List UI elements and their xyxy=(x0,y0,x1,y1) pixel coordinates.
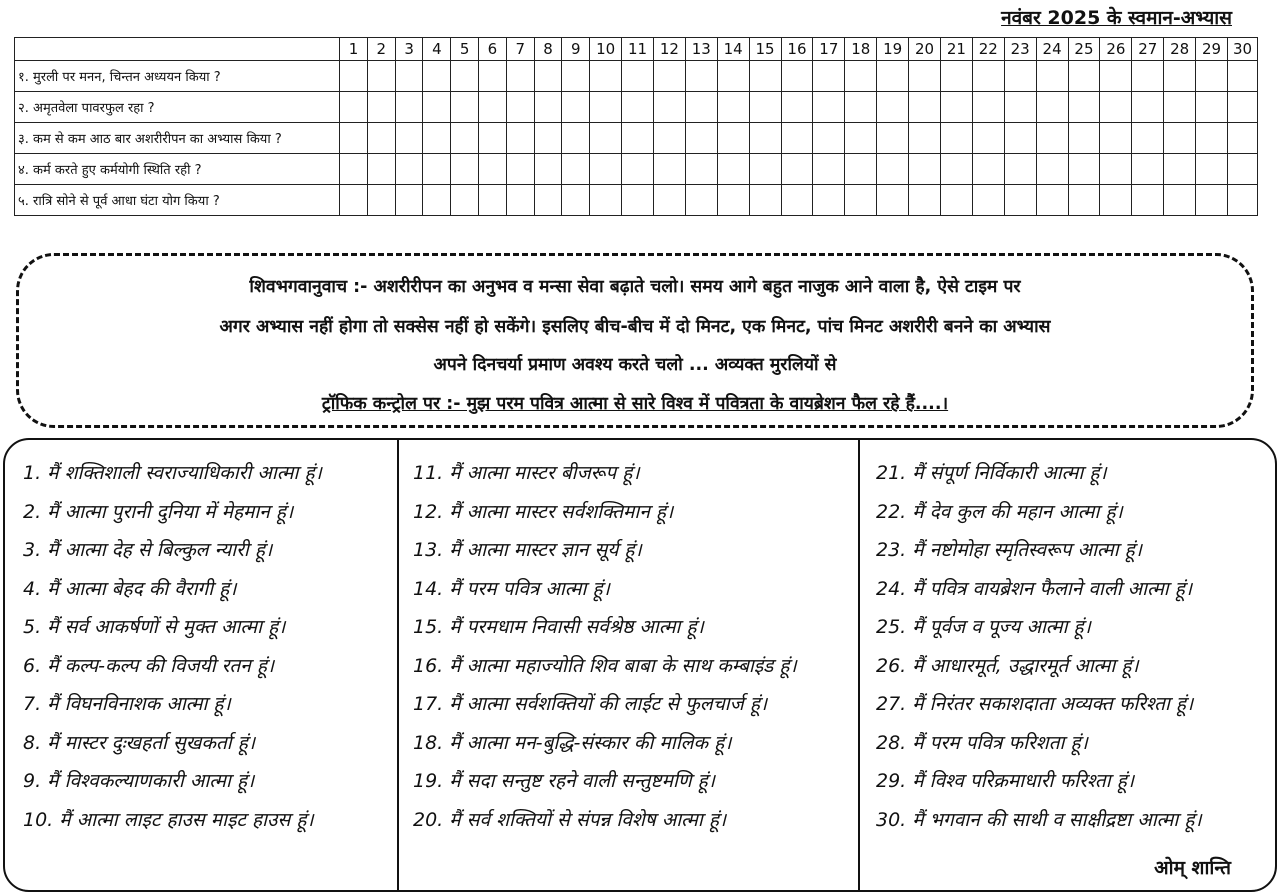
day-check-cell[interactable] xyxy=(877,92,909,123)
day-check-cell[interactable] xyxy=(590,154,622,185)
shiv-bhagwanuvach-quote-box xyxy=(16,253,1254,428)
day-check-cell[interactable] xyxy=(972,154,1004,185)
day-check-cell[interactable] xyxy=(685,123,717,154)
day-header: 14 xyxy=(717,38,749,61)
day-check-cell[interactable] xyxy=(1132,61,1164,92)
page-title: नवंबर 2025 के स्वमान-अभ्यास xyxy=(1001,7,1232,29)
day-check-cell[interactable] xyxy=(685,185,717,216)
day-check-cell[interactable] xyxy=(717,92,749,123)
affirmation-item: 2. मैं आत्मा पुरानी दुनिया में मेहमान हूं। xyxy=(23,500,294,523)
day-check-cell[interactable] xyxy=(1100,92,1132,123)
day-check-cell[interactable] xyxy=(972,92,1004,123)
affirmation-item: 9. मैं विश्वकल्याणकारी आत्मा हूं। xyxy=(23,770,255,792)
day-check-cell[interactable] xyxy=(1196,61,1228,92)
day-check-cell[interactable] xyxy=(685,61,717,92)
affirmation-item: 21. मैं संपूर्ण निर्विकारी आत्मा हूं। xyxy=(876,462,1107,484)
day-check-cell[interactable] xyxy=(877,123,909,154)
day-check-cell[interactable] xyxy=(845,61,877,92)
day-check-cell[interactable] xyxy=(622,154,654,185)
day-check-cell[interactable] xyxy=(1068,61,1100,92)
day-check-cell[interactable] xyxy=(451,185,479,216)
day-check-cell[interactable] xyxy=(781,123,813,154)
day-check-cell[interactable] xyxy=(717,185,749,216)
day-header: 15 xyxy=(749,38,781,61)
day-check-cell[interactable] xyxy=(562,92,590,123)
day-check-cell[interactable] xyxy=(423,185,451,216)
day-check-cell[interactable] xyxy=(1004,61,1036,92)
day-check-cell[interactable] xyxy=(1164,185,1196,216)
day-check-cell[interactable] xyxy=(423,154,451,185)
day-check-cell[interactable] xyxy=(1068,185,1100,216)
affirmation-item: 30. मैं भगवान की साथी व साक्षीद्रष्टा आत्मा हूं। xyxy=(876,808,1202,831)
day-check-cell[interactable] xyxy=(534,123,562,154)
affirmation-item: 29. मैं विश्व परिक्रमाधारी फरिश्ता हूं। xyxy=(876,770,1135,792)
day-check-cell[interactable] xyxy=(940,61,972,92)
affirmation-item: 5. मैं सर्व आकर्षणों से मुक्त आत्मा हूं। xyxy=(23,616,286,638)
day-header: 1 xyxy=(340,38,368,61)
day-header: 19 xyxy=(877,38,909,61)
tracker-row xyxy=(15,185,1258,216)
day-check-cell[interactable] xyxy=(1004,154,1036,185)
day-header: 12 xyxy=(653,38,685,61)
day-check-cell[interactable] xyxy=(590,92,622,123)
affirmation-item: 22. मैं देव कुल की महान आत्मा हूं। xyxy=(876,500,1123,523)
affirmation-item: 3. मैं आत्मा देह से बिल्कुल न्यारी हूं। xyxy=(23,539,273,561)
tracker-row xyxy=(15,92,1258,123)
day-check-cell[interactable] xyxy=(562,61,590,92)
tracker-header-blank xyxy=(15,38,340,61)
affirmation-item: 24. मैं पवित्र वायब्रेशन फैलाने वाली आत्मा हूं। xyxy=(876,577,1193,600)
affirmation-item: 23. मैं नष्टोमोहा स्मृतिस्वरूप आत्मा हूं। xyxy=(876,539,1142,561)
day-header: 23 xyxy=(1004,38,1036,61)
tracker-header-row xyxy=(15,38,1258,61)
day-check-cell[interactable] xyxy=(1196,92,1228,123)
affirmation-item: 4. मैं आत्मा बेहद की वैरागी हूं। xyxy=(23,577,237,600)
affirmation-item: 20. मैं सर्व शक्तियों से संपन्न विशेष आत्मा हूं। xyxy=(413,808,727,831)
day-check-cell[interactable] xyxy=(395,61,423,92)
affirmation-item: 16. मैं आत्मा महाज्योति शिव बाबा के साथ कम्बाइंड हूं। xyxy=(413,654,797,677)
tracker-row xyxy=(15,154,1258,185)
affirmations-column-2 xyxy=(399,440,860,890)
day-header: 4 xyxy=(423,38,451,61)
day-check-cell[interactable] xyxy=(1004,123,1036,154)
day-check-cell[interactable] xyxy=(749,61,781,92)
day-check-cell[interactable] xyxy=(367,61,395,92)
day-check-cell[interactable] xyxy=(972,61,1004,92)
affirmation-item: 6. मैं कल्प-कल्प की विजयी रतन हूं। xyxy=(23,654,275,677)
affirmation-item: 26. मैं आधारमूर्त, उद्धारमूर्त आत्मा हूं। xyxy=(876,654,1139,677)
day-header: 8 xyxy=(534,38,562,61)
question-label: ५. रात्रि सोने से पूर्व आधा घंटा योग किया ? xyxy=(15,185,340,216)
affirmation-item: 18. मैं आत्मा मन-बुद्धि-संस्कार की मालिक हूं। xyxy=(413,731,732,754)
day-check-cell[interactable] xyxy=(781,61,813,92)
day-check-cell[interactable] xyxy=(653,154,685,185)
day-check-cell[interactable] xyxy=(590,185,622,216)
day-check-cell[interactable] xyxy=(940,92,972,123)
day-header: 25 xyxy=(1068,38,1100,61)
day-check-cell[interactable] xyxy=(622,92,654,123)
day-check-cell[interactable] xyxy=(1196,154,1228,185)
practice-tracker-table xyxy=(14,37,1258,216)
affirmation-item: 19. मैं सदा सन्तुष्ट रहने वाली सन्तुष्टमणि हूं। xyxy=(413,770,715,792)
question-label: ३. कम से कम आठ बार अशरीरीपन का अभ्यास किया ? xyxy=(15,123,340,154)
day-check-cell[interactable] xyxy=(1036,185,1068,216)
day-check-cell[interactable] xyxy=(717,154,749,185)
day-header: 26 xyxy=(1100,38,1132,61)
day-check-cell[interactable] xyxy=(909,61,941,92)
day-header: 17 xyxy=(813,38,845,61)
affirmation-item: 13. मैं आत्मा मास्टर ज्ञान सूर्य हूं। xyxy=(413,539,642,561)
day-check-cell[interactable] xyxy=(506,154,534,185)
question-label: ४. कर्म करते हुए कर्मयोगी स्थिति रही ? xyxy=(15,154,340,185)
day-check-cell[interactable] xyxy=(781,185,813,216)
day-check-cell[interactable] xyxy=(367,185,395,216)
day-check-cell[interactable] xyxy=(367,123,395,154)
day-check-cell[interactable] xyxy=(845,185,877,216)
affirmation-item: 28. मैं परम पवित्र फरिशता हूं। xyxy=(876,731,1088,754)
affirmation-item: 27. मैं निरंतर सकाशदाता अव्यक्त फरिश्ता हूं। xyxy=(876,693,1194,715)
day-check-cell[interactable] xyxy=(423,61,451,92)
day-header: 18 xyxy=(845,38,877,61)
day-check-cell[interactable] xyxy=(1100,154,1132,185)
day-header: 7 xyxy=(506,38,534,61)
day-check-cell[interactable] xyxy=(1132,185,1164,216)
day-check-cell[interactable] xyxy=(395,185,423,216)
day-check-cell[interactable] xyxy=(451,154,479,185)
day-check-cell[interactable] xyxy=(451,61,479,92)
affirmations-column-3 xyxy=(860,440,1275,890)
affirmations-box xyxy=(3,438,1277,892)
traffic-control-line: ट्रॉफिक कन्ट्रोल पर :- मुझ परम पवित्र आत्मा से सारे विश्व में पवित्रता के वायब्रेशन फैल रहे हैं....। xyxy=(321,394,949,414)
day-check-cell[interactable] xyxy=(534,185,562,216)
day-check-cell[interactable] xyxy=(562,185,590,216)
day-header: 3 xyxy=(395,38,423,61)
tracker-row xyxy=(15,61,1258,92)
day-header: 24 xyxy=(1036,38,1068,61)
day-header: 2 xyxy=(367,38,395,61)
day-header: 6 xyxy=(479,38,507,61)
day-header: 27 xyxy=(1132,38,1164,61)
day-check-cell[interactable] xyxy=(685,154,717,185)
quote-line-3: अपने दिनचर्या प्रमाण अवश्य करते चलो ... अव्यक्त मुरलियों से xyxy=(433,355,837,375)
day-header: 22 xyxy=(972,38,1004,61)
day-check-cell[interactable] xyxy=(877,154,909,185)
day-check-cell[interactable] xyxy=(451,92,479,123)
day-check-cell[interactable] xyxy=(622,185,654,216)
day-check-cell[interactable] xyxy=(1227,185,1257,216)
day-check-cell[interactable] xyxy=(1132,154,1164,185)
day-check-cell[interactable] xyxy=(479,185,507,216)
day-check-cell[interactable] xyxy=(1004,185,1036,216)
day-check-cell[interactable] xyxy=(1227,123,1257,154)
day-check-cell[interactable] xyxy=(423,123,451,154)
day-check-cell[interactable] xyxy=(1036,123,1068,154)
day-check-cell[interactable] xyxy=(506,185,534,216)
question-label: १. मुरली पर मनन, चिन्तन अध्ययन किया ? xyxy=(15,61,340,92)
day-check-cell[interactable] xyxy=(562,123,590,154)
day-check-cell[interactable] xyxy=(451,123,479,154)
day-header: 13 xyxy=(685,38,717,61)
day-check-cell[interactable] xyxy=(653,185,685,216)
day-check-cell[interactable] xyxy=(1068,123,1100,154)
day-header: 16 xyxy=(781,38,813,61)
affirmation-item: 10. मैं आत्मा लाइट हाउस माइट हाउस हूं। xyxy=(23,808,314,831)
day-header: 28 xyxy=(1164,38,1196,61)
day-check-cell[interactable] xyxy=(909,123,941,154)
day-check-cell[interactable] xyxy=(653,123,685,154)
day-check-cell[interactable] xyxy=(1036,92,1068,123)
affirmation-item: 8. मैं मास्टर दुःखहर्ता सुखकर्ता हूं। xyxy=(23,731,256,754)
day-check-cell[interactable] xyxy=(1196,123,1228,154)
day-check-cell[interactable] xyxy=(940,123,972,154)
day-check-cell[interactable] xyxy=(1227,92,1257,123)
day-check-cell[interactable] xyxy=(1100,185,1132,216)
day-check-cell[interactable] xyxy=(395,154,423,185)
day-header: 9 xyxy=(562,38,590,61)
day-check-cell[interactable] xyxy=(1004,92,1036,123)
day-check-cell[interactable] xyxy=(749,92,781,123)
day-check-cell[interactable] xyxy=(781,92,813,123)
day-check-cell[interactable] xyxy=(845,123,877,154)
day-check-cell[interactable] xyxy=(1196,185,1228,216)
affirmation-item: 11. मैं आत्मा मास्टर बीजरूप हूं। xyxy=(413,462,640,484)
day-check-cell[interactable] xyxy=(479,123,507,154)
day-check-cell[interactable] xyxy=(590,123,622,154)
day-check-cell[interactable] xyxy=(940,154,972,185)
day-header: 30 xyxy=(1227,38,1257,61)
day-header: 21 xyxy=(940,38,972,61)
day-check-cell[interactable] xyxy=(972,123,1004,154)
day-header: 29 xyxy=(1196,38,1228,61)
day-check-cell[interactable] xyxy=(1068,92,1100,123)
day-check-cell[interactable] xyxy=(534,154,562,185)
day-check-cell[interactable] xyxy=(340,92,368,123)
day-check-cell[interactable] xyxy=(940,185,972,216)
day-check-cell[interactable] xyxy=(506,123,534,154)
day-check-cell[interactable] xyxy=(506,92,534,123)
day-check-cell[interactable] xyxy=(340,123,368,154)
day-check-cell[interactable] xyxy=(1100,123,1132,154)
day-check-cell[interactable] xyxy=(909,185,941,216)
day-check-cell[interactable] xyxy=(622,123,654,154)
affirmation-item: 1. मैं शक्तिशाली स्वराज्याधिकारी आत्मा हूं। xyxy=(23,462,322,484)
day-check-cell[interactable] xyxy=(972,185,1004,216)
day-check-cell[interactable] xyxy=(1164,154,1196,185)
day-check-cell[interactable] xyxy=(479,154,507,185)
day-check-cell[interactable] xyxy=(590,61,622,92)
day-header: 10 xyxy=(590,38,622,61)
question-label: २. अमृतवेला पावरफुल रहा ? xyxy=(15,92,340,123)
day-check-cell[interactable] xyxy=(479,61,507,92)
day-check-cell[interactable] xyxy=(813,123,845,154)
day-check-cell[interactable] xyxy=(1164,123,1196,154)
day-check-cell[interactable] xyxy=(845,92,877,123)
day-check-cell[interactable] xyxy=(813,61,845,92)
day-check-cell[interactable] xyxy=(781,154,813,185)
day-check-cell[interactable] xyxy=(479,92,507,123)
day-check-cell[interactable] xyxy=(749,123,781,154)
day-check-cell[interactable] xyxy=(622,61,654,92)
day-check-cell[interactable] xyxy=(653,61,685,92)
affirmations-column-1 xyxy=(5,440,399,890)
day-header: 5 xyxy=(451,38,479,61)
day-check-cell[interactable] xyxy=(845,154,877,185)
day-check-cell[interactable] xyxy=(1227,61,1257,92)
day-check-cell[interactable] xyxy=(909,154,941,185)
day-check-cell[interactable] xyxy=(685,92,717,123)
day-check-cell[interactable] xyxy=(562,154,590,185)
quote-line-2: अगर अभ्यास नहीं होगा तो सक्सेस नहीं हो सकेंगे। इसलिए बीच-बीच में दो मिनट, एक मिनट, पांच मिनट अशरीरी बनने का अभ्यास xyxy=(219,317,1051,337)
day-check-cell[interactable] xyxy=(1132,123,1164,154)
day-check-cell[interactable] xyxy=(340,185,368,216)
day-check-cell[interactable] xyxy=(813,154,845,185)
tracker-row xyxy=(15,123,1258,154)
om-shanti-footer: ओम् शान्ति xyxy=(1154,857,1231,879)
affirmation-item: 15. मैं परमधाम निवासी सर्वश्रेष्ठ आत्मा हूं। xyxy=(413,616,704,638)
day-check-cell[interactable] xyxy=(909,92,941,123)
day-check-cell[interactable] xyxy=(1164,61,1196,92)
day-check-cell[interactable] xyxy=(877,61,909,92)
day-check-cell[interactable] xyxy=(877,185,909,216)
day-check-cell[interactable] xyxy=(1100,61,1132,92)
affirmation-item: 25. मैं पूर्वज व पूज्य आत्मा हूं। xyxy=(876,616,1091,638)
quote-line-1: शिवभगवानुवाच :- अशरीरीपन का अनुभव व मन्सा सेवा बढ़ाते चलो। समय आगे बहुत नाजुक आने वाला है, ऐसे टाइम पर xyxy=(249,277,1021,297)
day-check-cell[interactable] xyxy=(1164,92,1196,123)
day-check-cell[interactable] xyxy=(653,92,685,123)
day-check-cell[interactable] xyxy=(367,92,395,123)
day-check-cell[interactable] xyxy=(813,185,845,216)
affirmation-item: 17. मैं आत्मा सर्वशक्तियों की लाईट से फुलचार्ज हूं। xyxy=(413,693,768,715)
day-check-cell[interactable] xyxy=(395,123,423,154)
day-check-cell[interactable] xyxy=(423,92,451,123)
day-check-cell[interactable] xyxy=(340,61,368,92)
day-check-cell[interactable] xyxy=(534,92,562,123)
day-check-cell[interactable] xyxy=(534,61,562,92)
day-check-cell[interactable] xyxy=(813,92,845,123)
day-check-cell[interactable] xyxy=(1036,61,1068,92)
affirmation-item: 12. मैं आत्मा मास्टर सर्वशक्तिमान हूं। xyxy=(413,500,674,523)
day-check-cell[interactable] xyxy=(1068,154,1100,185)
affirmation-item: 7. मैं विघनविनाशक आत्मा हूं। xyxy=(23,693,231,715)
day-check-cell[interactable] xyxy=(717,61,749,92)
day-check-cell[interactable] xyxy=(749,154,781,185)
day-header: 11 xyxy=(622,38,654,61)
affirmation-item: 14. मैं परम पवित्र आत्मा हूं। xyxy=(413,577,610,600)
day-check-cell[interactable] xyxy=(506,61,534,92)
day-check-cell[interactable] xyxy=(340,154,368,185)
day-check-cell[interactable] xyxy=(1132,92,1164,123)
day-check-cell[interactable] xyxy=(717,123,749,154)
day-check-cell[interactable] xyxy=(749,185,781,216)
day-check-cell[interactable] xyxy=(367,154,395,185)
day-check-cell[interactable] xyxy=(1227,154,1257,185)
day-header: 20 xyxy=(909,38,941,61)
day-check-cell[interactable] xyxy=(1036,154,1068,185)
day-check-cell[interactable] xyxy=(395,92,423,123)
